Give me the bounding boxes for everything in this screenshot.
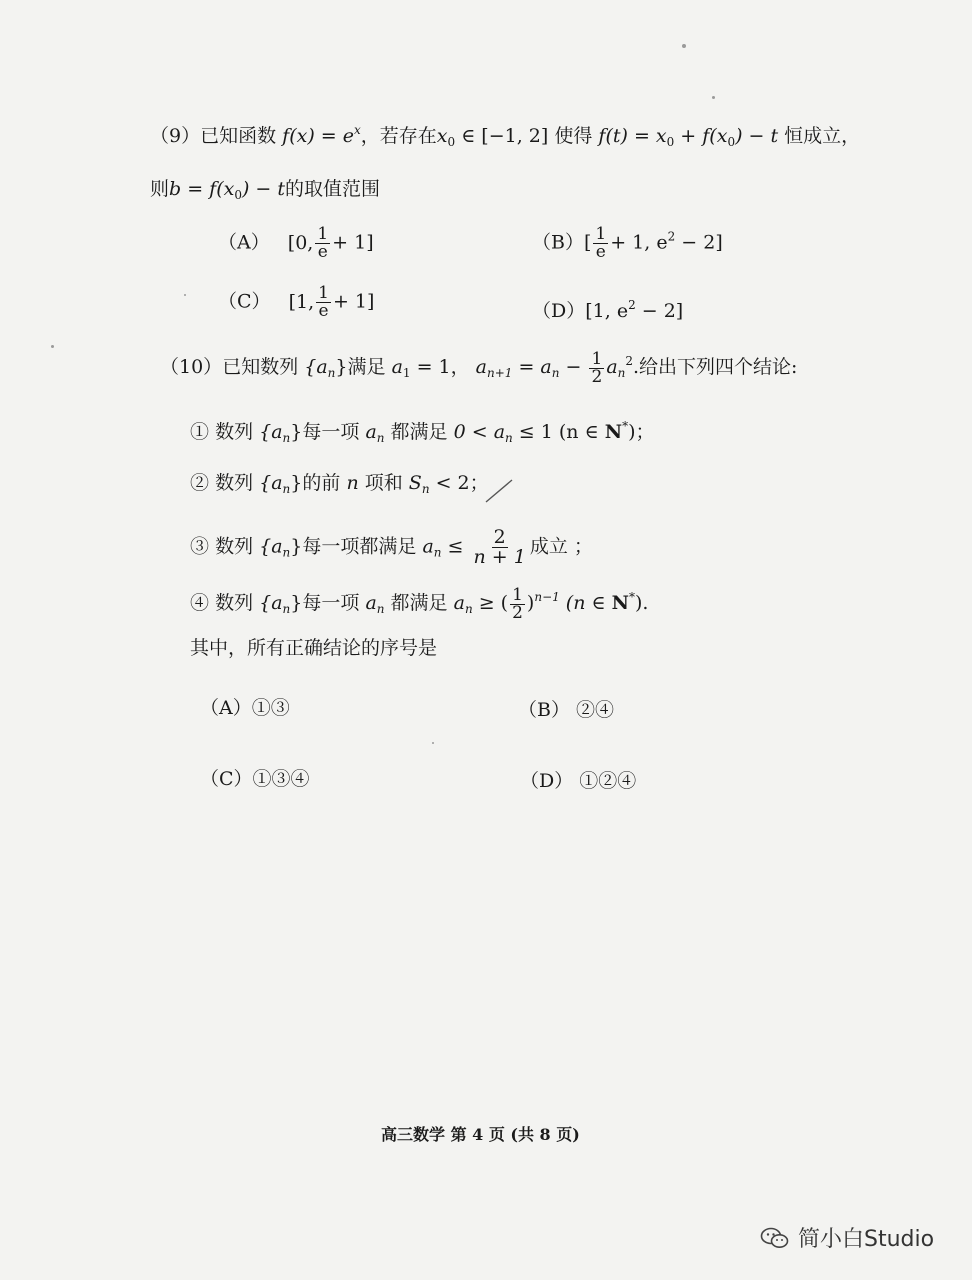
q10-option-d[interactable]: （D） ①②④ (520, 770, 637, 792)
page-footer: 高三数学 第 4 页 (共 8 页) (381, 1125, 580, 1144)
fraction: $\frac{2}{n + 1}$ (473, 526, 526, 568)
q9-line2: 则$b = f(x_0) - t$的取值范围 (150, 178, 381, 202)
fraction: $\frac{1}{2}$ (591, 348, 603, 387)
q10-ask: 其中，所有正确结论的序号是 (190, 637, 438, 659)
q10-option-b[interactable]: （B） ②④ (518, 699, 615, 721)
scan-speck (712, 96, 715, 99)
q9-option-c[interactable]: （C） [1, $\frac{1}{e}$ + 1] (218, 283, 375, 321)
scan-speck (432, 742, 434, 744)
q9-number: （9） (150, 125, 201, 147)
q10-conclusion-3: ③ 数列 $\{a_n\}$每一项都满足 $a_n$ ≤ $\frac{2}{n + 1}$ 成立 ； (190, 526, 593, 568)
fraction: $\frac{1}{e}$ (318, 283, 329, 321)
q9-option-a[interactable]: （A） [0, $\frac{1}{e}$ + 1] (218, 224, 374, 262)
fraction: $\frac{1}{2}$ (512, 584, 523, 623)
q9-option-d[interactable]: （D）[1, $e^2 - 2$] (532, 298, 684, 322)
q10-line1: （10）已知数列 $\{a_n\}$满足 $a_1 = 1$， $a_{n+1} = a_n$ − $\frac{1}{2}$ $a_n^2$.给出下列四个结论: (160, 348, 798, 387)
q10-conclusion-4: ④ 数列 $\{a_n\}$每一项 $a_n$ 都满足 $a_n$ ≥ ( $\frac{1}{2}$ )$^{n-1}$ (n ∈ N*). (190, 584, 649, 623)
q10-option-a[interactable]: （A）①③ (200, 697, 290, 719)
q10-conclusion-2: ② 数列 $\{a_n\}$的前 n 项和 $S_n < 2$； (190, 472, 489, 496)
fraction: $\frac{1}{e}$ (595, 224, 607, 262)
q10-conclusion-1: ① 数列 $\{a_n\}$每一项 $a_n$ 都满足 $0 < a_n \le 1$ (n ∈ N*)； (190, 419, 655, 445)
wechat-icon (760, 1226, 790, 1250)
q9-line1: （9）已知函数 $f(x) = e^x$，若存在$x_0$ ∈ [−1, 2] 使得 $f(t) = x_0 + f(x_0) - t$ 恒成立， (150, 123, 861, 149)
scan-speck (682, 44, 686, 48)
q10-option-c[interactable]: （C）①③④ (200, 768, 310, 790)
scan-speck (184, 294, 186, 296)
scan-speck (51, 345, 54, 348)
watermark-text: 简小白Studio (798, 1227, 935, 1252)
watermark (760, 1222, 934, 1253)
fraction: $\frac{1}{e}$ (317, 224, 329, 262)
q9-option-b[interactable]: （B）[ $\frac{1}{e}$ + 1, $e^2 - 2$] (532, 224, 723, 262)
q10-number: （10） (160, 356, 223, 378)
